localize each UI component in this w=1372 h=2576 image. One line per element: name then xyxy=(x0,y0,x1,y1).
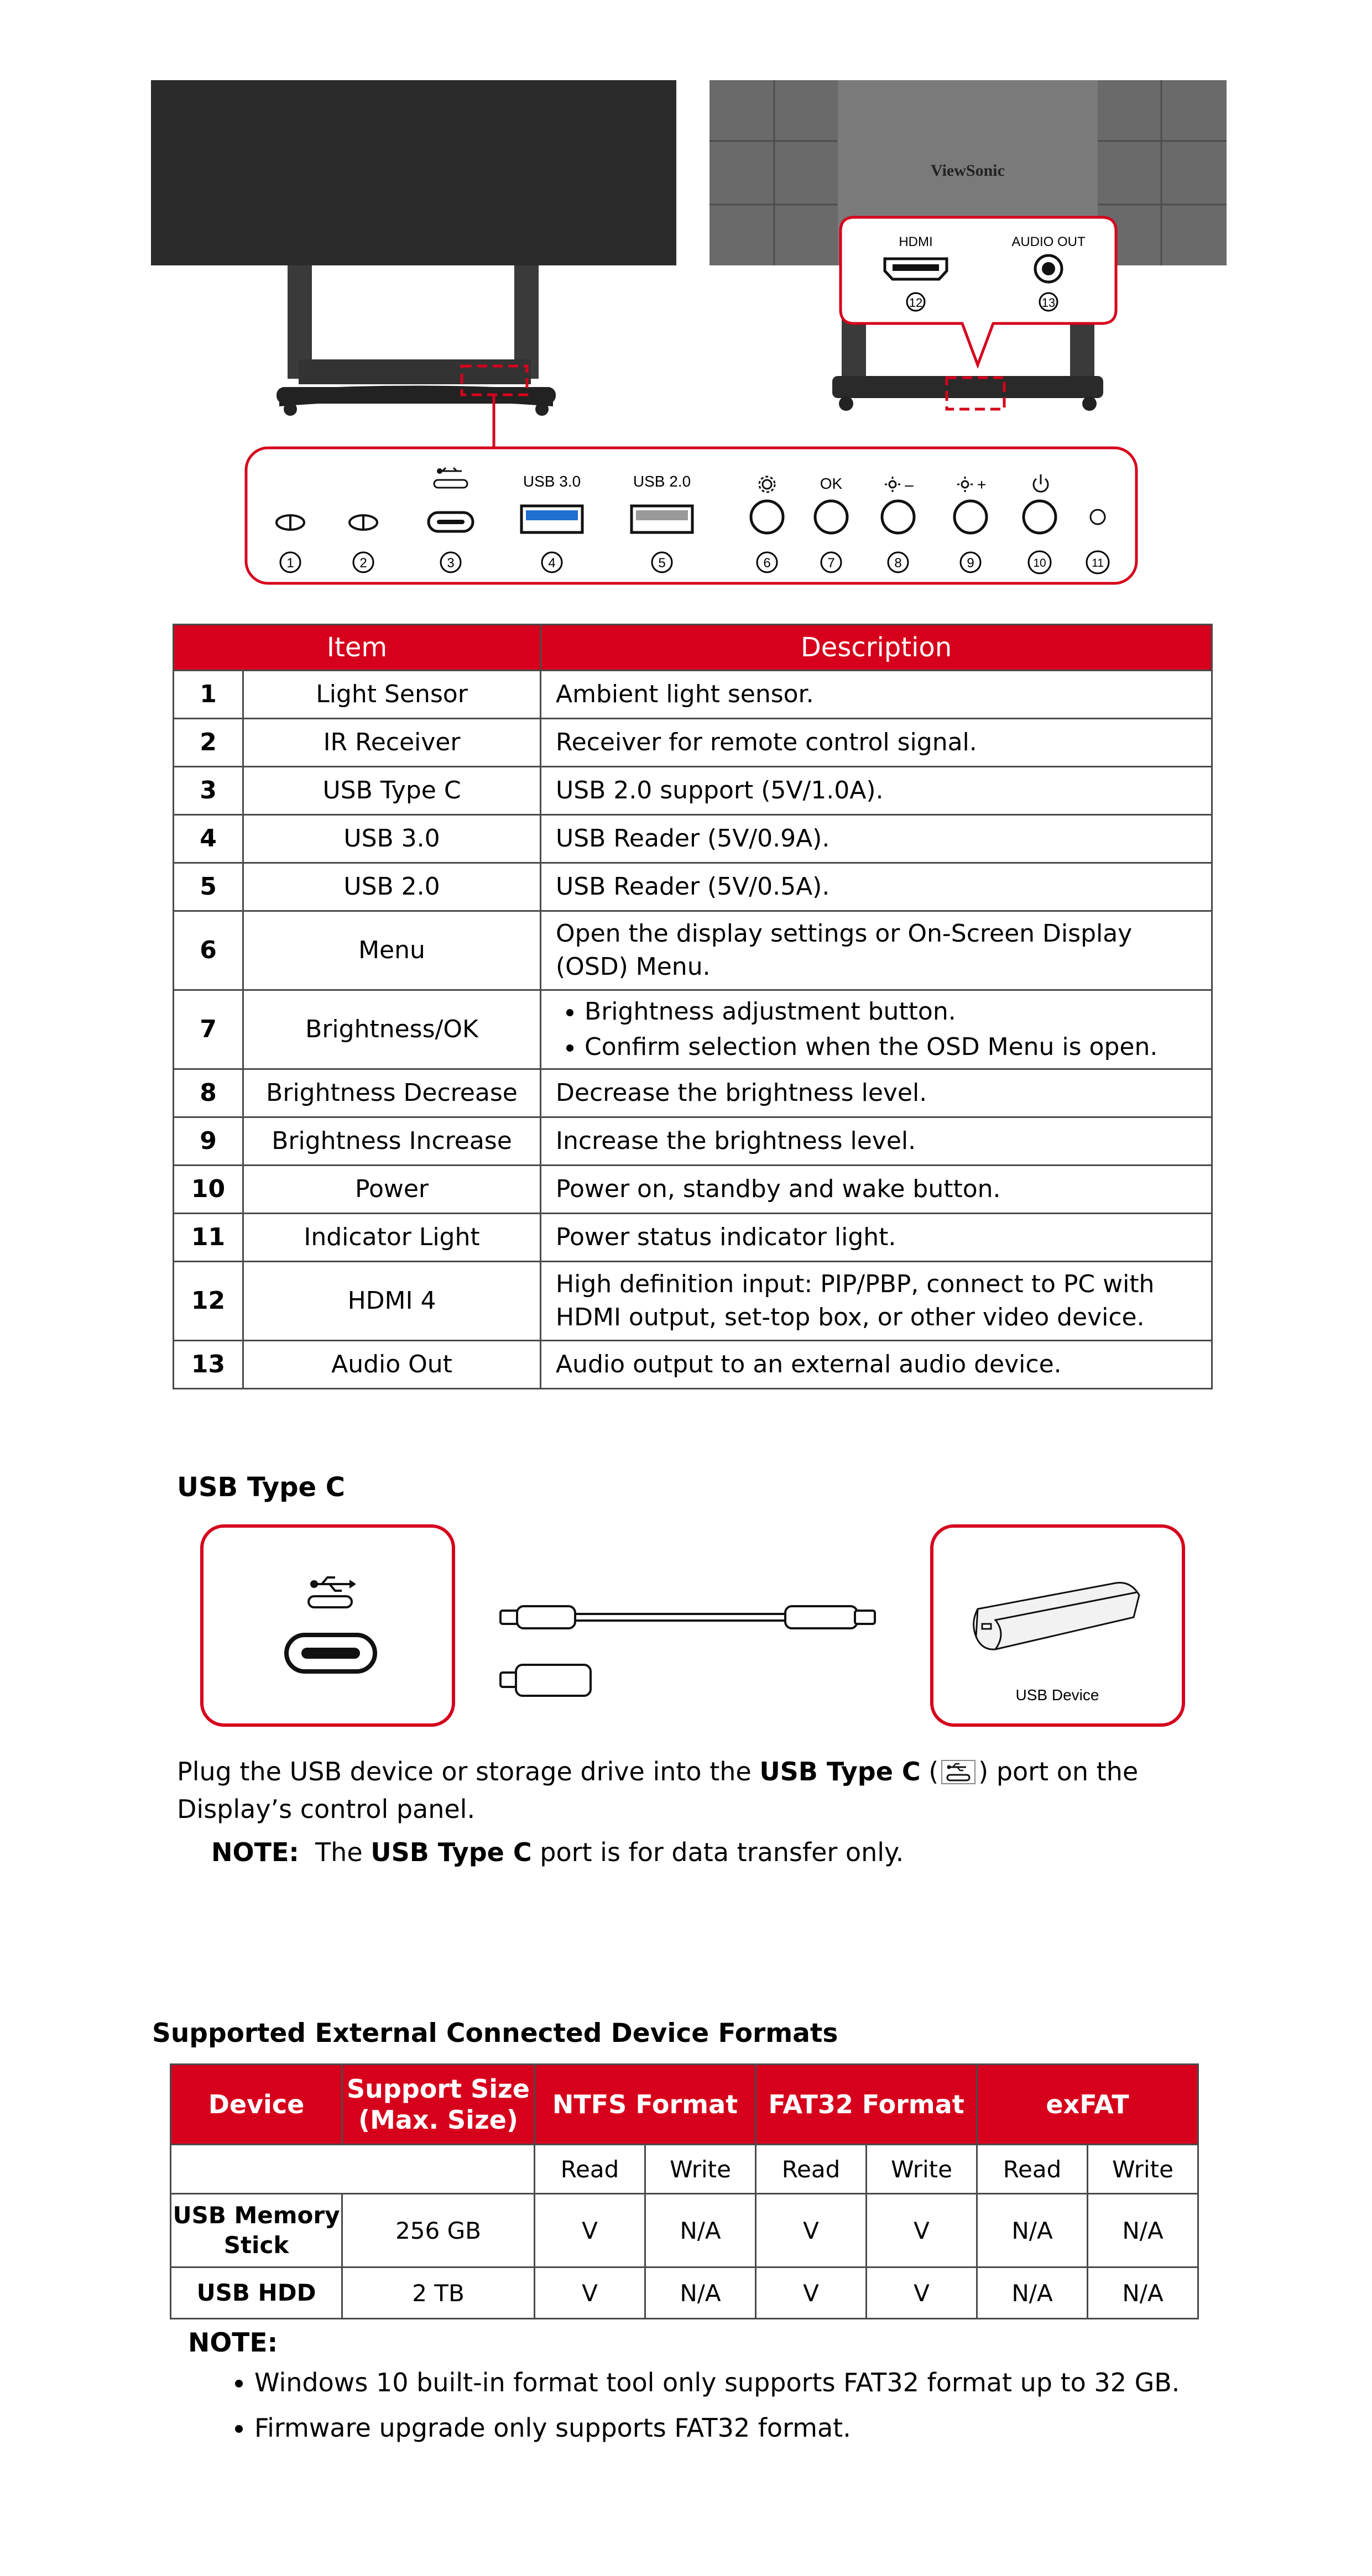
bullet-item: • Confirm selection when the OSD Menu is open. xyxy=(585,1030,1197,1065)
usb-device-box xyxy=(932,1526,1183,1725)
value-cell: N/A xyxy=(645,2194,756,2267)
value-cell: V xyxy=(535,2194,645,2267)
brightness-decrease-button xyxy=(882,501,914,533)
control-panel-callout xyxy=(246,448,1136,583)
svg-text:11: 11 xyxy=(1092,557,1104,569)
display-ports-illustration xyxy=(0,0,1372,603)
value-cell: N/A xyxy=(977,2267,1088,2319)
value-cell: V xyxy=(756,2267,867,2319)
row-item: USB Type C xyxy=(243,767,541,815)
svg-text:3: 3 xyxy=(447,556,455,571)
formats-table-header xyxy=(171,2065,1198,2145)
table-row xyxy=(174,1117,1212,1166)
size-header: Support Size (Max. Size) xyxy=(342,2065,535,2145)
usb-symbol-icon xyxy=(941,1759,976,1785)
formats-note-label: NOTE: xyxy=(188,2328,278,2358)
row-item: Brightness Increase xyxy=(243,1117,541,1166)
subheader-cell: Write xyxy=(867,2145,977,2194)
table-row xyxy=(174,911,1212,990)
table-row xyxy=(174,1262,1212,1341)
row-number: 8 xyxy=(174,1069,243,1117)
usbc-note xyxy=(211,1833,904,1871)
table-row xyxy=(174,990,1212,1069)
table-row xyxy=(174,671,1212,719)
row-description: USB Reader (5V/0.5A). xyxy=(541,863,1212,911)
value-cell: N/A xyxy=(977,2194,1088,2267)
row-number: 12 xyxy=(174,1262,243,1341)
description-header: Description xyxy=(541,625,1212,671)
value-cell: V xyxy=(756,2194,867,2267)
bullet-list xyxy=(556,994,1197,1065)
svg-text:8: 8 xyxy=(894,556,902,571)
row-description: Open the display settings or On-Screen Display (OSD) Menu. xyxy=(541,911,1212,990)
svg-text:5: 5 xyxy=(658,556,666,571)
table-row xyxy=(174,1166,1212,1214)
ports-table xyxy=(173,624,1213,1389)
svg-text:4: 4 xyxy=(548,556,556,571)
usbc-instruction-paragraph xyxy=(177,1753,1217,1828)
row-number: 9 xyxy=(174,1117,243,1166)
row-item: IR Receiver xyxy=(243,719,541,767)
row-number: 1 xyxy=(174,671,243,719)
svg-text:10: 10 xyxy=(1033,557,1046,569)
bullet-item: • Brightness adjustment button. xyxy=(585,994,1197,1030)
usbc-section-heading: USB Type C xyxy=(177,1472,346,1503)
display-front-view xyxy=(151,80,676,448)
size-cell: 256 GB xyxy=(342,2194,535,2267)
row-number: 7 xyxy=(174,990,243,1069)
row-description: Audio output to an external audio device. xyxy=(541,1341,1212,1389)
para-text: ( xyxy=(920,1757,939,1786)
audio-out-number-badge xyxy=(1040,293,1057,311)
brightness-ok-button xyxy=(815,501,847,533)
table-row xyxy=(174,863,1212,911)
row-number: 5 xyxy=(174,863,243,911)
formats-subheader-row xyxy=(171,2145,1198,2194)
note-item: • Firmware upgrade only supports FAT32 format. xyxy=(254,2405,1180,2450)
usb3-port-label: USB 3.0 xyxy=(523,473,581,490)
value-cell: N/A xyxy=(645,2267,756,2319)
value-cell: N/A xyxy=(1088,2267,1198,2319)
svg-text:6: 6 xyxy=(763,556,771,571)
fat32-header: FAT32 Format xyxy=(756,2065,977,2145)
usb-device-label: USB Device xyxy=(1015,1686,1099,1704)
row-number: 10 xyxy=(174,1166,243,1214)
usbc-port-closeup xyxy=(202,1526,453,1725)
value-cell: N/A xyxy=(1088,2194,1198,2267)
row-number: 6 xyxy=(174,911,243,990)
svg-text:7: 7 xyxy=(827,556,835,571)
brightness-increase-button xyxy=(954,501,987,533)
row-item: Power xyxy=(243,1166,541,1214)
value-cell: V xyxy=(535,2267,645,2319)
device-cell: USB Memory Stick xyxy=(171,2194,342,2267)
note-label: NOTE: xyxy=(211,1837,299,1867)
para-text: Plug the USB device or storage drive into the xyxy=(177,1757,760,1786)
row-description: Power status indicator light. xyxy=(541,1214,1212,1262)
ntfs-header: NTFS Format xyxy=(535,2065,756,2145)
row-description: High definition input: PIP/PBP, connect to PC with HDMI output, set-top box, or other video device. xyxy=(541,1262,1212,1341)
svg-text:13: 13 xyxy=(1041,296,1056,310)
table-row xyxy=(171,2194,1198,2267)
size-cell: 2 TB xyxy=(342,2267,535,2319)
svg-text:–: – xyxy=(905,476,914,493)
row-description: Power on, standby and wake button. xyxy=(541,1166,1212,1214)
row-number: 3 xyxy=(174,767,243,815)
row-item: Brightness Decrease xyxy=(243,1069,541,1117)
row-item: Audio Out xyxy=(243,1341,541,1389)
row-item: Brightness/OK xyxy=(243,990,541,1069)
row-item: USB 3.0 xyxy=(243,815,541,863)
table-row xyxy=(174,1069,1212,1117)
table-row xyxy=(171,2267,1198,2319)
power-button xyxy=(1024,501,1056,533)
subheader-cell: Read xyxy=(756,2145,867,2194)
value-cell: V xyxy=(867,2267,977,2319)
subheader-cell: Write xyxy=(1088,2145,1198,2194)
row-description: USB Reader (5V/0.9A). xyxy=(541,815,1212,863)
audio-out-port-label: AUDIO OUT xyxy=(1011,234,1086,249)
formats-table xyxy=(170,2063,1199,2319)
ok-button-label: OK xyxy=(820,475,843,492)
value-cell: V xyxy=(867,2194,977,2267)
svg-text:12: 12 xyxy=(909,296,923,310)
row-item: HDMI 4 xyxy=(243,1262,541,1341)
row-item: Indicator Light xyxy=(243,1214,541,1262)
table-row xyxy=(174,1341,1212,1389)
subheader-cell: Read xyxy=(535,2145,645,2194)
svg-text:1: 1 xyxy=(286,556,294,571)
row-item: Light Sensor xyxy=(243,671,541,719)
row-description xyxy=(541,990,1212,1069)
row-description: Decrease the brightness level. xyxy=(541,1069,1212,1117)
svg-text:2: 2 xyxy=(359,556,367,571)
note-text: port is for data transfer only. xyxy=(531,1837,904,1867)
device-header: Device xyxy=(171,2065,342,2145)
svg-text:+: + xyxy=(977,476,987,493)
formats-section-heading: Supported External Connected Device Formats xyxy=(152,2018,838,2049)
ports-table-header xyxy=(174,625,1212,671)
table-row xyxy=(174,767,1212,815)
indicator-light xyxy=(1091,510,1105,524)
table-row xyxy=(174,815,1212,863)
hdmi-port-label: HDMI xyxy=(899,234,933,249)
table-row xyxy=(174,719,1212,767)
table-row xyxy=(174,1214,1212,1262)
usb-cable-icon xyxy=(500,1606,875,1696)
hdmi-number-badge xyxy=(907,293,925,311)
row-description: USB 2.0 support (5V/1.0A). xyxy=(541,767,1212,815)
item-header: Item xyxy=(174,625,541,671)
row-number: 4 xyxy=(174,815,243,863)
note-bold: USB Type C xyxy=(371,1837,532,1867)
formats-notes-list xyxy=(221,2360,1180,2450)
empty-cell xyxy=(171,2145,535,2194)
note-item: • Windows 10 built-in format tool only supports FAT32 format up to 32 GB. xyxy=(254,2360,1180,2405)
subheader-cell: Read xyxy=(977,2145,1088,2194)
note-text: The xyxy=(315,1837,371,1867)
row-number: 11 xyxy=(174,1214,243,1262)
row-description: Ambient light sensor. xyxy=(541,671,1212,719)
row-description: Increase the brightness level. xyxy=(541,1117,1212,1166)
exfat-header: exFAT xyxy=(977,2065,1198,2145)
row-item: USB 2.0 xyxy=(243,863,541,911)
row-number: 13 xyxy=(174,1341,243,1389)
device-cell: USB HDD xyxy=(171,2267,342,2319)
row-item: Menu xyxy=(243,911,541,990)
usb2-port-label: USB 2.0 xyxy=(633,473,691,490)
brand-logo: ViewSonic xyxy=(931,161,1005,180)
row-description: Receiver for remote control signal. xyxy=(541,719,1212,767)
subheader-cell: Write xyxy=(645,2145,756,2194)
menu-button xyxy=(751,501,783,533)
row-number: 2 xyxy=(174,719,243,767)
usbc-connection-illustration xyxy=(194,1518,1194,1733)
para-bold: USB Type C xyxy=(759,1757,921,1786)
svg-text:9: 9 xyxy=(967,556,974,571)
para-text: ) port on the Display’s control panel. xyxy=(177,1757,1139,1824)
